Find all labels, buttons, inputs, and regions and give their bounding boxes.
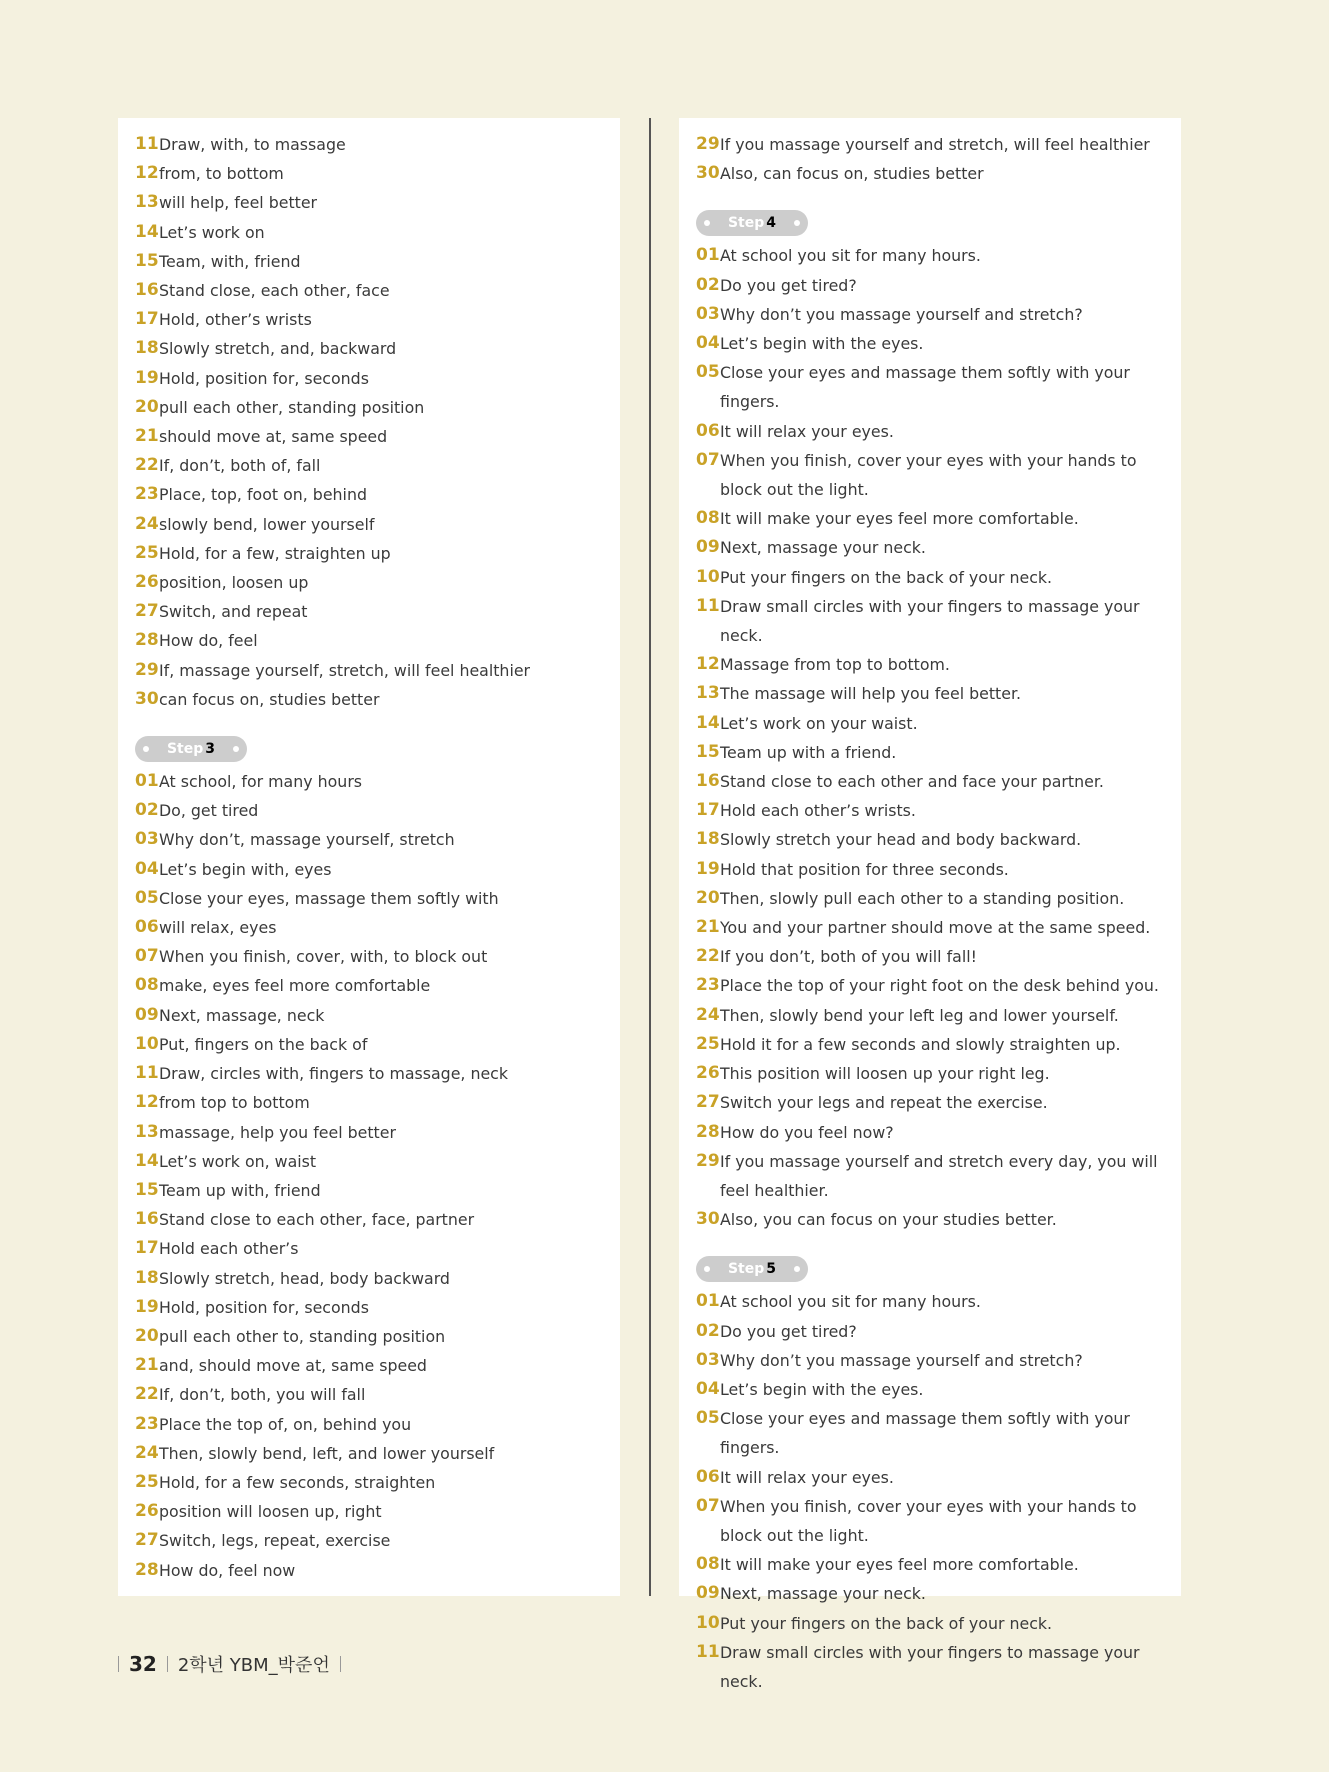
item-text: Stand close, each other, face xyxy=(159,281,390,301)
step-number: 3 xyxy=(205,741,216,758)
item-number: 15 xyxy=(696,741,720,762)
item-text: Put, fingers on the back of xyxy=(159,1034,368,1054)
item-text: Draw, circles with, fingers to massage, neck xyxy=(159,1064,509,1084)
item-text: Next, massage, neck xyxy=(159,1005,325,1025)
list-item xyxy=(135,568,620,597)
item-number: 28 xyxy=(696,1121,720,1142)
item-number: 09 xyxy=(696,537,720,558)
item-text: Team, with, friend xyxy=(159,251,301,271)
item-text: Let’s work on your waist. xyxy=(720,713,918,733)
left-column xyxy=(118,118,620,1596)
item-text: Let’s begin with the eyes. xyxy=(720,334,924,354)
list-item xyxy=(135,767,620,796)
item-text: pull each other to, standing position xyxy=(159,1326,446,1346)
footer-title: 2학년 YBM_박준언 xyxy=(177,1655,330,1676)
item-text: At school you sit for many hours. xyxy=(720,1292,981,1312)
item-text: Next, massage your neck. xyxy=(720,1584,926,1604)
item-text: Place the top of, on, behind you xyxy=(159,1414,412,1434)
list-item xyxy=(696,592,1181,650)
item-number: 23 xyxy=(135,1413,159,1434)
list-item xyxy=(135,480,620,509)
item-text: Put your fingers on the back of your neck. xyxy=(720,1613,1053,1633)
item-number: 16 xyxy=(135,1209,159,1230)
step-word: Step xyxy=(727,1261,765,1278)
item-number: 23 xyxy=(696,975,720,996)
item-number: 12 xyxy=(696,654,720,675)
list-item xyxy=(696,300,1181,329)
item-text: Put your fingers on the back of your neck. xyxy=(720,567,1053,587)
item-number: 18 xyxy=(696,829,720,850)
list-item xyxy=(135,942,620,971)
step5-list xyxy=(696,1287,1181,1696)
item-text: Draw, with, to massage xyxy=(159,135,346,154)
item-number: 04 xyxy=(696,1378,720,1399)
list-item xyxy=(135,1468,620,1497)
item-text: When you finish, cover your eyes with your hands to block out the light. xyxy=(720,1496,1137,1545)
item-number: 27 xyxy=(696,1092,720,1113)
list-item xyxy=(696,1147,1181,1205)
item-number: 05 xyxy=(696,362,720,383)
list-item xyxy=(696,329,1181,358)
list-item xyxy=(135,539,620,568)
list-item xyxy=(135,1059,620,1088)
list-item xyxy=(696,446,1181,504)
step-word: Step xyxy=(166,741,204,758)
item-text: Team up with a friend. xyxy=(720,742,897,762)
list-item xyxy=(135,1264,620,1293)
item-text: slowly bend, lower yourself xyxy=(159,514,375,534)
list-item xyxy=(696,1463,1181,1492)
footer-separator xyxy=(167,1656,168,1672)
item-number: 30 xyxy=(696,163,720,184)
list-item xyxy=(135,451,620,480)
list-item xyxy=(135,1205,620,1234)
item-number: 11 xyxy=(696,595,720,616)
list-item xyxy=(696,1346,1181,1375)
list-item xyxy=(135,913,620,942)
list-item xyxy=(135,1293,620,1322)
list-item xyxy=(135,626,620,655)
item-number: 07 xyxy=(696,449,720,470)
list-item xyxy=(135,276,620,305)
item-text: Hold, other’s wrists xyxy=(159,310,312,330)
step3-badge xyxy=(135,736,247,762)
item-number: 25 xyxy=(135,1471,159,1492)
list-item xyxy=(135,656,620,685)
list-item xyxy=(696,159,1181,188)
item-number: 21 xyxy=(696,917,720,938)
list-item xyxy=(135,1556,620,1585)
item-text: If you massage yourself and stretch every day, you will feel healthier. xyxy=(720,1151,1158,1200)
item-number: 17 xyxy=(135,309,159,330)
list-item xyxy=(696,1118,1181,1147)
step2-list xyxy=(135,130,620,714)
item-number: 10 xyxy=(696,1612,720,1633)
item-text: Why don’t you massage yourself and stretch? xyxy=(720,1350,1083,1370)
list-item xyxy=(696,825,1181,854)
item-text: Hold it for a few seconds and slowly straighten up. xyxy=(720,1034,1121,1054)
item-number: 11 xyxy=(135,1063,159,1084)
item-number: 01 xyxy=(135,771,159,792)
item-number: 13 xyxy=(696,683,720,704)
item-text: Also, you can focus on your studies better. xyxy=(720,1210,1057,1230)
item-number: 08 xyxy=(696,1554,720,1575)
item-number: 03 xyxy=(135,829,159,850)
item-number: 19 xyxy=(135,1296,159,1317)
item-number: 25 xyxy=(135,542,159,563)
list-item xyxy=(696,358,1181,416)
item-text: If, massage yourself, stretch, will feel healthier xyxy=(159,660,531,680)
item-text: When you finish, cover your eyes with your hands to block out the light. xyxy=(720,450,1137,500)
list-item xyxy=(135,1001,620,1030)
list-item xyxy=(696,1001,1181,1030)
item-number: 23 xyxy=(135,484,159,505)
list-item xyxy=(696,942,1181,971)
item-number: 14 xyxy=(135,1150,159,1171)
item-number: 06 xyxy=(696,420,720,441)
item-text: Hold each other’s xyxy=(159,1239,299,1259)
item-number: 09 xyxy=(696,1583,720,1604)
item-number: 29 xyxy=(696,1150,720,1171)
item-text: make, eyes feel more comfortable xyxy=(159,976,431,996)
footer-separator xyxy=(118,1656,119,1672)
item-number: 29 xyxy=(696,134,720,154)
list-item xyxy=(696,504,1181,533)
item-number: 22 xyxy=(696,946,720,967)
item-text: How do you feel now? xyxy=(720,1122,894,1142)
list-item xyxy=(135,1118,620,1147)
list-item xyxy=(696,1375,1181,1404)
list-item xyxy=(696,650,1181,679)
item-number: 19 xyxy=(696,858,720,879)
item-text: Hold, for a few seconds, straighten xyxy=(159,1472,436,1492)
list-item xyxy=(135,130,620,159)
list-item xyxy=(696,971,1181,1000)
item-text: Slowly stretch, and, backward xyxy=(159,339,397,359)
item-number: 29 xyxy=(135,659,159,680)
item-number: 30 xyxy=(696,1209,720,1230)
step4-badge xyxy=(696,210,808,236)
list-item xyxy=(696,1492,1181,1550)
item-text: Hold, for a few, straighten up xyxy=(159,543,391,563)
list-item xyxy=(135,159,620,188)
item-number: 07 xyxy=(135,946,159,967)
item-text: can focus on, studies better xyxy=(159,689,380,709)
item-number: 16 xyxy=(135,280,159,301)
list-item xyxy=(135,1176,620,1205)
list-item xyxy=(135,1410,620,1439)
list-item xyxy=(135,334,620,363)
list-item xyxy=(696,271,1181,300)
list-item xyxy=(135,1234,620,1263)
item-number: 11 xyxy=(696,1641,720,1662)
item-text: At school you sit for many hours. xyxy=(720,246,981,266)
item-number: 25 xyxy=(696,1033,720,1054)
list-item xyxy=(135,218,620,247)
list-item xyxy=(135,1322,620,1351)
list-item xyxy=(696,913,1181,942)
page-footer xyxy=(118,1652,351,1676)
item-number: 24 xyxy=(135,513,159,534)
item-number: 17 xyxy=(135,1238,159,1259)
item-text: Let’s begin with the eyes. xyxy=(720,1379,924,1399)
list-item xyxy=(135,510,620,539)
item-text: Place, top, foot on, behind xyxy=(159,485,367,505)
list-item xyxy=(696,1059,1181,1088)
item-text: pull each other, standing position xyxy=(159,397,425,417)
column-divider xyxy=(649,118,651,1596)
list-item xyxy=(696,241,1181,270)
step3-list xyxy=(135,767,620,1585)
step-word: Step xyxy=(727,215,765,232)
item-text: You and your partner should move at the same speed. xyxy=(720,918,1151,938)
item-text: It will relax your eyes. xyxy=(720,421,894,441)
item-text: Close your eyes and massage them softly with your fingers. xyxy=(720,363,1130,412)
item-number: 08 xyxy=(135,975,159,996)
list-item xyxy=(696,1404,1181,1462)
list-item xyxy=(135,1030,620,1059)
item-number: 02 xyxy=(696,1320,720,1341)
item-number: 02 xyxy=(135,800,159,821)
item-number: 28 xyxy=(135,630,159,651)
item-number: 20 xyxy=(696,887,720,908)
item-number: 12 xyxy=(135,1092,159,1113)
item-number: 28 xyxy=(135,1559,159,1580)
item-number: 03 xyxy=(696,303,720,324)
item-text: It will make your eyes feel more comfortable. xyxy=(720,509,1079,529)
item-text: Slowly stretch, head, body backward xyxy=(159,1268,450,1288)
item-text: If you don’t, both of you will fall! xyxy=(720,947,977,967)
item-text: Switch, and repeat xyxy=(159,602,308,622)
item-text: This position will loosen up your right leg. xyxy=(720,1064,1050,1084)
item-number: 02 xyxy=(696,274,720,295)
item-text: from, to bottom xyxy=(159,164,284,184)
item-text: Do, get tired xyxy=(159,801,259,821)
item-text: Next, massage your neck. xyxy=(720,538,926,558)
item-text: will help, feel better xyxy=(159,193,318,213)
list-item xyxy=(696,130,1181,159)
item-number: 15 xyxy=(135,250,159,271)
item-text: Switch your legs and repeat the exercise. xyxy=(720,1093,1048,1113)
item-number: 24 xyxy=(696,1004,720,1025)
list-item xyxy=(696,1030,1181,1059)
footer-separator xyxy=(340,1656,341,1672)
item-text: It will make your eyes feel more comfortable. xyxy=(720,1555,1079,1575)
item-text: Also, can focus on, studies better xyxy=(720,164,984,184)
item-text: from top to bottom xyxy=(159,1093,310,1113)
item-number: 08 xyxy=(696,508,720,529)
item-text: Hold, position for, seconds xyxy=(159,368,369,388)
item-text: Massage from top to bottom. xyxy=(720,655,950,675)
list-item xyxy=(696,738,1181,767)
item-number: 20 xyxy=(135,1325,159,1346)
item-number: 26 xyxy=(135,572,159,593)
list-item xyxy=(696,884,1181,913)
list-item xyxy=(696,417,1181,446)
list-item xyxy=(135,685,620,714)
list-item xyxy=(135,597,620,626)
item-text: Hold, position for, seconds xyxy=(159,1297,369,1317)
item-number: 06 xyxy=(696,1466,720,1487)
item-text: Stand close to each other and face your partner. xyxy=(720,772,1104,792)
item-number: 10 xyxy=(135,1033,159,1054)
item-text: Let’s work on xyxy=(159,222,265,242)
item-text: Hold each other’s wrists. xyxy=(720,801,916,821)
item-number: 19 xyxy=(135,367,159,388)
item-number: 27 xyxy=(135,601,159,622)
item-text: massage, help you feel better xyxy=(159,1122,396,1142)
item-text: Let’s work on, waist xyxy=(159,1151,317,1171)
item-text: It will relax your eyes. xyxy=(720,1467,894,1487)
item-number: 22 xyxy=(135,455,159,476)
item-number: 13 xyxy=(135,192,159,213)
list-item xyxy=(696,1579,1181,1608)
item-number: 18 xyxy=(135,338,159,359)
item-number: 18 xyxy=(135,1267,159,1288)
list-item xyxy=(696,1638,1181,1696)
step-number: 4 xyxy=(766,215,777,232)
list-item xyxy=(696,533,1181,562)
list-item xyxy=(696,709,1181,738)
list-item xyxy=(696,767,1181,796)
list-item xyxy=(135,796,620,825)
list-item xyxy=(135,305,620,334)
item-text: Why don’t, massage yourself, stretch xyxy=(159,830,455,850)
item-number: 05 xyxy=(696,1408,720,1429)
list-item xyxy=(135,393,620,422)
list-item xyxy=(135,825,620,854)
item-number: 11 xyxy=(135,134,159,154)
item-text: Draw small circles with your fingers to massage your neck. xyxy=(720,1642,1140,1691)
list-item xyxy=(696,563,1181,592)
item-text: Hold that position for three seconds. xyxy=(720,859,1009,879)
item-number: 04 xyxy=(696,333,720,354)
item-number: 27 xyxy=(135,1530,159,1551)
list-item xyxy=(135,1497,620,1526)
list-item xyxy=(135,884,620,913)
item-text: Stand close to each other, face, partner xyxy=(159,1210,475,1230)
item-text: Switch, legs, repeat, exercise xyxy=(159,1531,391,1551)
step5-badge xyxy=(696,1256,808,1282)
list-item xyxy=(135,247,620,276)
item-number: 30 xyxy=(135,688,159,709)
item-text: Do you get tired? xyxy=(720,1321,857,1341)
item-text: Close your eyes, massage them softly with xyxy=(159,888,499,908)
item-text: If, don’t, both of, fall xyxy=(159,456,321,476)
list-item xyxy=(696,855,1181,884)
item-text: Do you get tired? xyxy=(720,275,857,295)
step-number: 5 xyxy=(766,1261,777,1278)
item-text: will relax, eyes xyxy=(159,918,277,938)
item-number: 20 xyxy=(135,396,159,417)
item-number: 26 xyxy=(135,1501,159,1522)
list-item xyxy=(696,679,1181,708)
item-text: The massage will help you feel better. xyxy=(720,684,1022,704)
item-text: Why don’t you massage yourself and stretch? xyxy=(720,304,1083,324)
item-number: 07 xyxy=(696,1495,720,1516)
list-item xyxy=(135,1380,620,1409)
item-number: 04 xyxy=(135,858,159,879)
item-text: Team up with, friend xyxy=(159,1180,321,1200)
item-number: 16 xyxy=(696,771,720,792)
item-number: 01 xyxy=(696,245,720,266)
item-number: 10 xyxy=(696,566,720,587)
item-text: Close your eyes and massage them softly with your fingers. xyxy=(720,1409,1130,1458)
item-text: should move at, same speed xyxy=(159,427,388,447)
right-column xyxy=(679,118,1181,1691)
list-item xyxy=(135,1526,620,1555)
item-number: 26 xyxy=(696,1063,720,1084)
item-text: When you finish, cover, with, to block out xyxy=(159,947,488,967)
list-item xyxy=(696,796,1181,825)
list-item xyxy=(696,1317,1181,1346)
list-item xyxy=(135,1088,620,1117)
item-number: 17 xyxy=(696,800,720,821)
list-item xyxy=(135,1147,620,1176)
list-item xyxy=(135,422,620,451)
item-text: Let’s begin with, eyes xyxy=(159,859,332,879)
list-item xyxy=(696,1550,1181,1579)
item-text: Then, slowly bend your left leg and lower yourself. xyxy=(720,1005,1119,1025)
list-item xyxy=(696,1205,1181,1234)
item-text: position, loosen up xyxy=(159,573,309,593)
item-text: If you massage yourself and stretch, will feel healthier xyxy=(720,135,1150,154)
item-number: 24 xyxy=(135,1442,159,1463)
page-number: 32 xyxy=(129,1652,157,1676)
item-text: Draw small circles with your fingers to massage your neck. xyxy=(720,596,1140,646)
item-text: If, don’t, both, you will fall xyxy=(159,1385,366,1405)
list-item xyxy=(135,855,620,884)
step4-list xyxy=(696,241,1181,1234)
item-number: 15 xyxy=(135,1179,159,1200)
item-number: 21 xyxy=(135,1355,159,1376)
item-text: At school, for many hours xyxy=(159,772,363,792)
item-text: and, should move at, same speed xyxy=(159,1356,427,1376)
item-number: 12 xyxy=(135,163,159,184)
item-number: 21 xyxy=(135,426,159,447)
item-number: 22 xyxy=(135,1384,159,1405)
list-item xyxy=(135,188,620,217)
item-text: position will loosen up, right xyxy=(159,1502,382,1522)
item-number: 14 xyxy=(696,712,720,733)
list-item xyxy=(135,1439,620,1468)
item-number: 05 xyxy=(135,887,159,908)
item-text: How do, feel xyxy=(159,631,258,651)
item-text: How do, feel now xyxy=(159,1560,296,1580)
item-text: Place the top of your right foot on the desk behind you. xyxy=(720,976,1159,996)
list-item xyxy=(696,1287,1181,1316)
item-number: 03 xyxy=(696,1349,720,1370)
item-number: 13 xyxy=(135,1121,159,1142)
list-item xyxy=(696,1088,1181,1117)
step3-tail-list xyxy=(696,130,1181,188)
item-text: Then, slowly pull each other to a standing position. xyxy=(720,888,1125,908)
item-number: 14 xyxy=(135,221,159,242)
list-item xyxy=(696,1609,1181,1638)
list-item xyxy=(135,1351,620,1380)
item-text: Slowly stretch your head and body backward. xyxy=(720,830,1082,850)
list-item xyxy=(135,364,620,393)
list-item xyxy=(135,971,620,1000)
item-number: 01 xyxy=(696,1291,720,1312)
item-number: 06 xyxy=(135,917,159,938)
item-number: 09 xyxy=(135,1004,159,1025)
item-text: Then, slowly bend, left, and lower yourself xyxy=(159,1443,495,1463)
